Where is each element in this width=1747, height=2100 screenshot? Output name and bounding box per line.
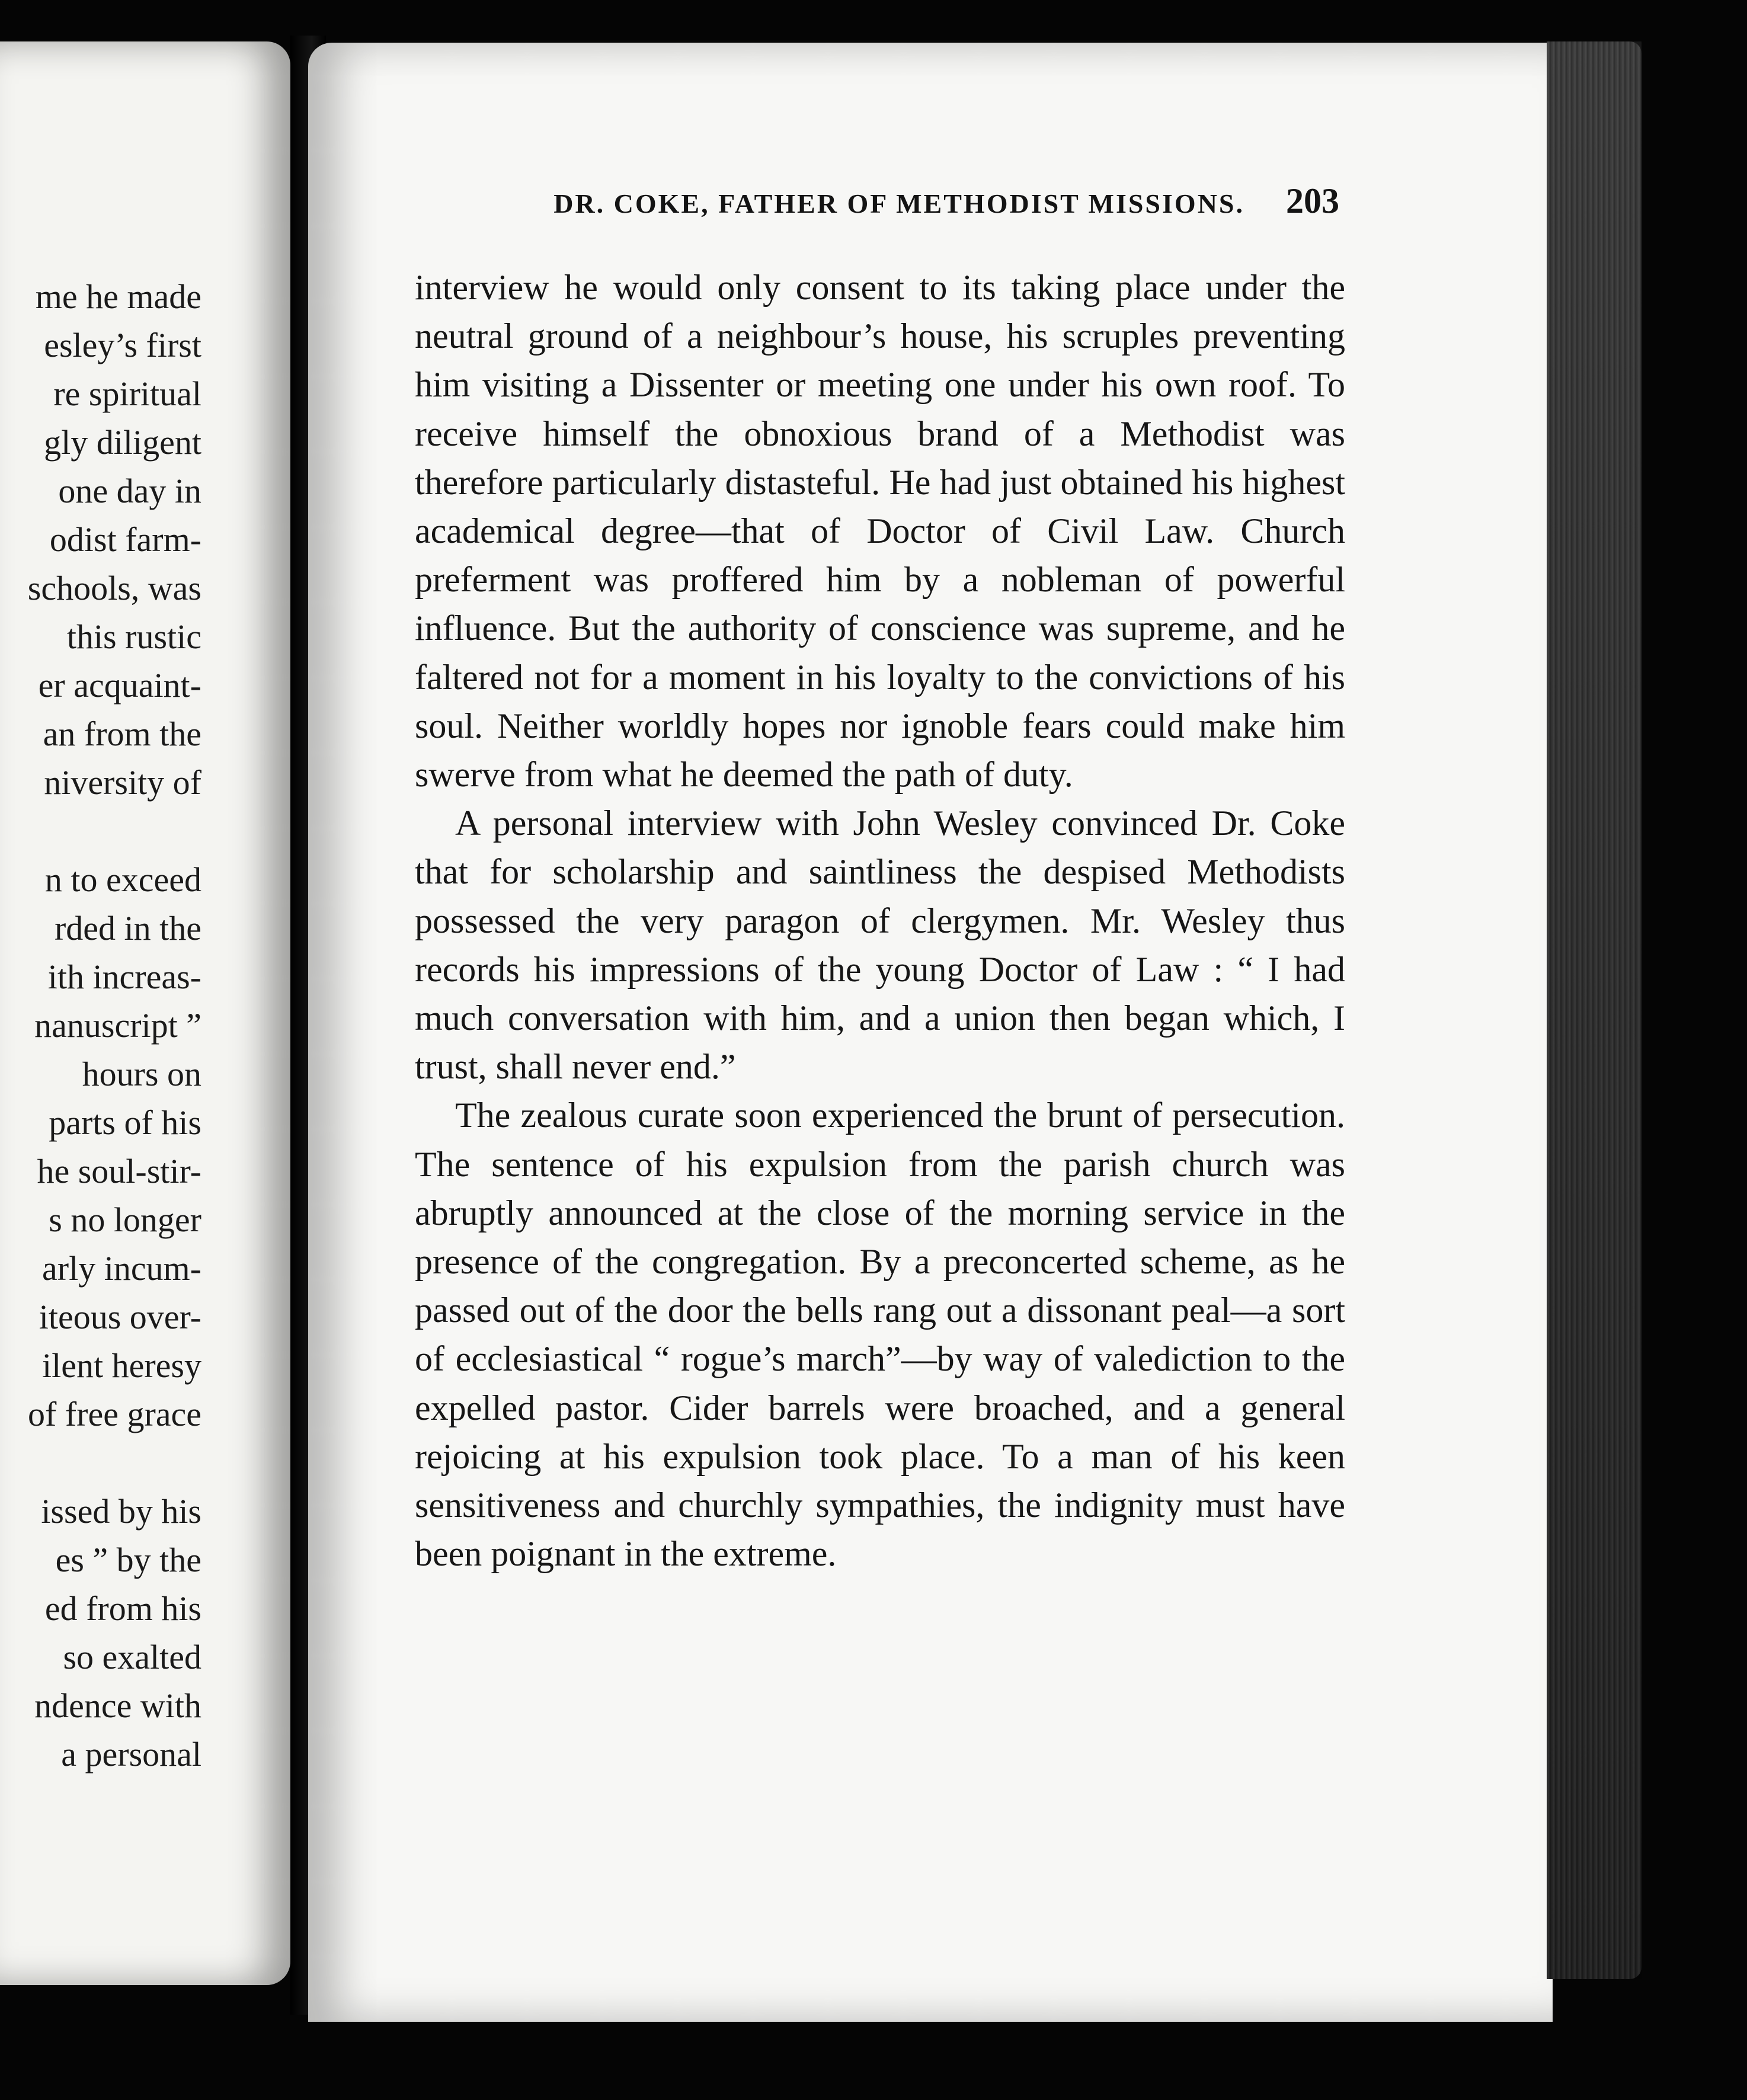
left-page-line: ilent heresy xyxy=(42,1346,201,1385)
left-page-line: s no longer xyxy=(49,1201,201,1239)
running-header xyxy=(474,181,1339,228)
paragraph: A personal interview with John Wesley convinced Dr. Coke that for scholarship and saintliness the despised Methodists possessed the very paragon of clergymen. Mr. Wesley thus records his impressions of the young Doctor of Law : “ I had much conversation with him, and a union then began which, I trust, shall never end.” xyxy=(415,803,1345,1087)
left-page-line: odist farm- xyxy=(49,520,201,559)
left-page-line: ndence with xyxy=(34,1686,201,1725)
left-page-line: hours on xyxy=(82,1055,201,1093)
left-page-line: niversity of xyxy=(44,763,201,802)
left-page-line xyxy=(0,1439,201,1487)
left-page-line: a personal xyxy=(61,1735,201,1774)
left-page-line: iteous over- xyxy=(39,1298,201,1336)
paragraph: interview he would only consent to its taking place under the neutral ground of a neighbour’s house, his scruples preventing him visiting a Dissenter or meeting one under his own roof. To receive himself the obnoxious brand of a Methodist was therefore particularly distasteful. He had just obtained his highest academical degree—that of Doctor of Civil Law. Church preferment was proffered him by a nobleman of powerful influence. But the authority of conscience was supreme, and he faltered not for a moment in his loyalty to the convictions of his soul. Neither worldly hopes nor ignoble fears could make him swerve from what he deemed the path of duty. xyxy=(415,268,1345,795)
left-page-line: this rustic xyxy=(66,617,201,656)
left-page-line: one day in xyxy=(58,472,201,510)
paragraph: The zealous curate soon experienced the brunt of persecution. The sentence of his expulsion from the parish church was abruptly announced at the close of the morning service in the presence of the congregation. By a preconcerted scheme, as he passed out of the door the bells rang out a dissonant peal—a sort of ecclesiastical “ rogue’s march”—by way of valediction to the expelled pastor. Cider barrels were broached, and a general rejoicing at his expulsion took place. To a man of his keen sensitiveness and churchly sympathies, the indignity must have been poignant in the extreme. xyxy=(415,1096,1345,1574)
left-page-line: an from the xyxy=(43,715,201,753)
left-page-line: schools, was xyxy=(27,569,201,607)
left-page-line: nanuscript ” xyxy=(34,1006,201,1045)
body-text xyxy=(415,263,1345,1578)
left-page-line: ith increas- xyxy=(47,958,201,996)
left-page-line: re spiritual xyxy=(53,374,201,413)
left-page-line: esley’s first xyxy=(44,326,201,364)
left-page-line: gly diligent xyxy=(44,423,201,462)
left-page-line: me he made xyxy=(35,277,201,316)
left-page-line: parts of his xyxy=(49,1103,201,1142)
running-title: DR. COKE, FATHER OF METHODIST MISSIONS. xyxy=(553,188,1244,219)
left-page-line: so exalted xyxy=(63,1638,201,1676)
left-page-line: n to exceed xyxy=(44,860,201,899)
page-edge-stack xyxy=(1547,41,1642,1979)
left-page-line: he soul-stir- xyxy=(37,1152,201,1190)
left-page-line: er acquaint- xyxy=(38,666,201,705)
left-facing-page xyxy=(0,41,290,1985)
left-page-line xyxy=(0,807,201,856)
left-page-line: issed by his xyxy=(41,1492,201,1531)
left-page-line: es ” by the xyxy=(55,1541,201,1579)
left-page-line: ed from his xyxy=(44,1589,201,1628)
left-page-line: of free grace xyxy=(28,1395,201,1433)
left-page-line: arly incum- xyxy=(42,1249,201,1288)
left-page-line: rded in the xyxy=(54,909,201,947)
left-page-text xyxy=(0,273,201,1779)
page-number: 203 xyxy=(1286,181,1339,220)
